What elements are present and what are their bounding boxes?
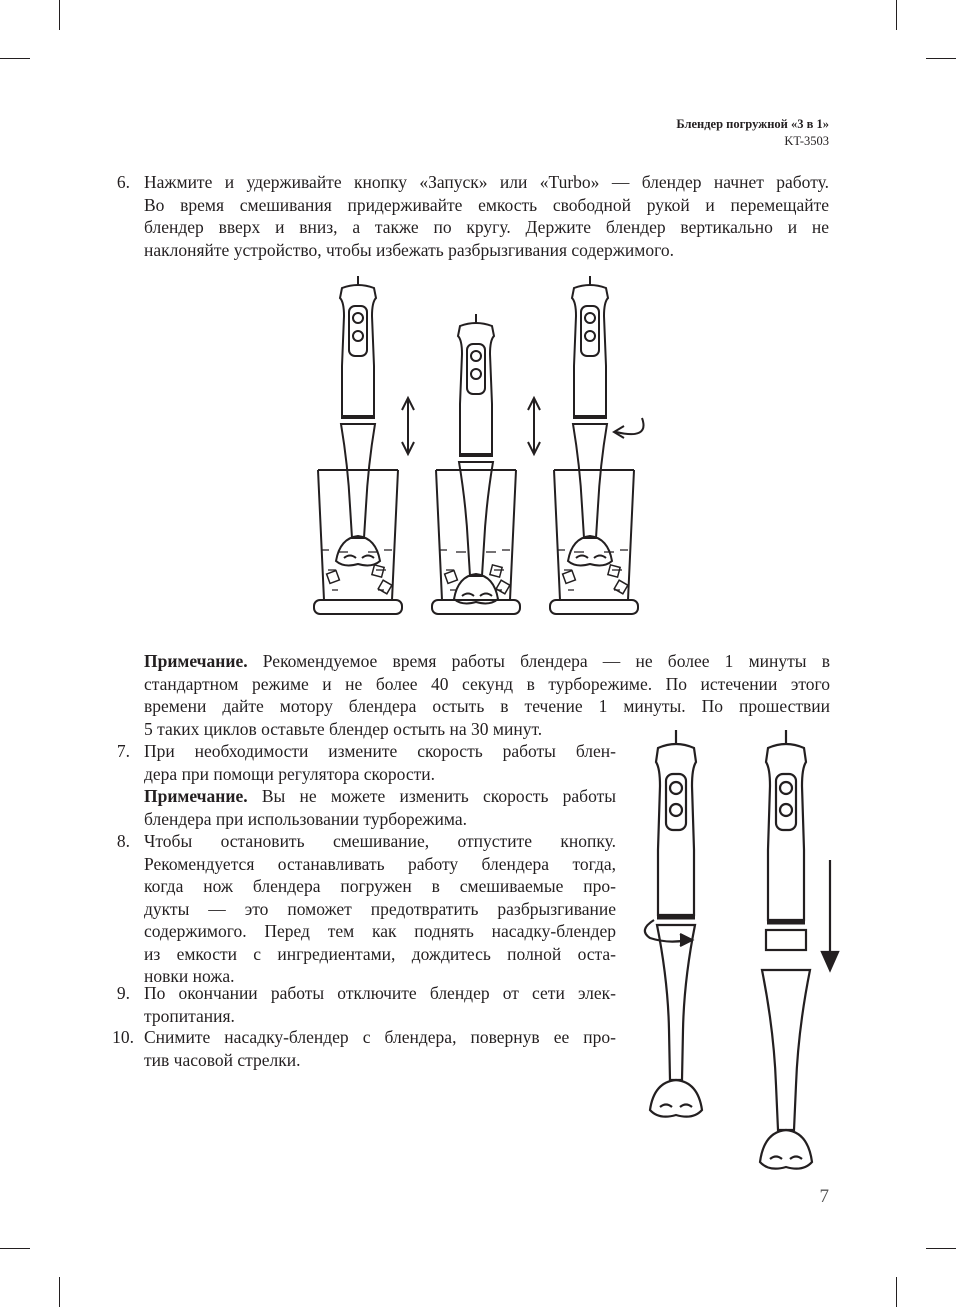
text-line: тив часовой стрелки.: [144, 1049, 301, 1070]
step-number: 7.: [116, 741, 130, 761]
text-line: блендера при использовании турборежима.: [144, 808, 467, 829]
crop-mark: [0, 58, 30, 59]
blender-mixing-illustration: [310, 270, 655, 620]
text-line: наклоняйте устройство, чтобы избежать разбрызгивания содержимого.: [144, 239, 674, 260]
crop-mark: [926, 1248, 956, 1249]
text-line: блендер вверх и вниз, а также по кругу. Держите блендер вертикально и не: [144, 217, 829, 237]
text-line: Нажмите и удерживайте кнопку «Запуск» или «Turbo» — блендер начнет работу.: [144, 172, 829, 192]
text-line: когда нож блендера погружен в смешиваемые про-: [144, 876, 616, 896]
text-line: из емкости с ингредиентами, дождитесь полной оста-: [144, 943, 616, 964]
text-line: дера при помощи регулятора скорости.: [144, 763, 435, 784]
text-line: 5 таких циклов оставьте блендер остыть на 30 минут.: [144, 718, 543, 739]
step-number: 9.: [116, 983, 130, 1003]
step-text: [144, 171, 829, 261]
step-number: 10.: [112, 1027, 134, 1047]
text-line: дукты — это поможет предотвратить разбрызгивание: [144, 898, 616, 919]
text-line: Примечание. Вы не можете изменить скорость работы: [144, 786, 616, 806]
text-line: Рекомендуется останавливать работу блендера тогда,: [144, 853, 616, 874]
text-line: тропитания.: [144, 1005, 235, 1026]
crop-mark: [0, 1248, 30, 1249]
crop-mark: [59, 1277, 60, 1307]
note-label: Примечание.: [144, 651, 248, 671]
text-line: Примечание. Рекомендуемое время работы блендера — не более 1 минуты в: [144, 651, 830, 671]
text-line: содержимого. Перед тем как поднять насадку-блендер: [144, 921, 616, 941]
note-label: Примечание.: [144, 786, 248, 806]
text-line: Снимите насадку-блендер с блендера, повернув ее про-: [144, 1027, 616, 1047]
crop-mark: [896, 0, 897, 30]
text-line: Чтобы остановить смешивание, отпустите кнопку.: [144, 831, 616, 851]
crop-mark: [926, 58, 956, 59]
text-line: времени дайте мотору блендера остыть в течение 1 минуты. По прошествии: [144, 696, 830, 716]
page-number: 7: [819, 1186, 829, 1207]
text-line: При необходимости измените скорость работы блен-: [144, 741, 616, 761]
text-line: новки ножа.: [144, 966, 235, 986]
text-line: По окончании работы отключите блендер от сети элек-: [144, 983, 616, 1003]
step-number: 6.: [116, 172, 130, 192]
crop-mark: [896, 1277, 897, 1307]
text-line: Во время смешивания придерживайте емкость свободной рукой и перемещайте: [144, 194, 829, 215]
text-line: стандартном режиме и не более 40 секунд в турборежиме. По истечении этого: [144, 673, 830, 694]
step-number: 8.: [116, 831, 130, 851]
blender-detach-illustration: [638, 730, 848, 1175]
running-header-title: Блендер погружной «3 в 1»: [676, 117, 829, 131]
running-header-model: KT-3503: [784, 134, 829, 148]
crop-mark: [59, 0, 60, 30]
